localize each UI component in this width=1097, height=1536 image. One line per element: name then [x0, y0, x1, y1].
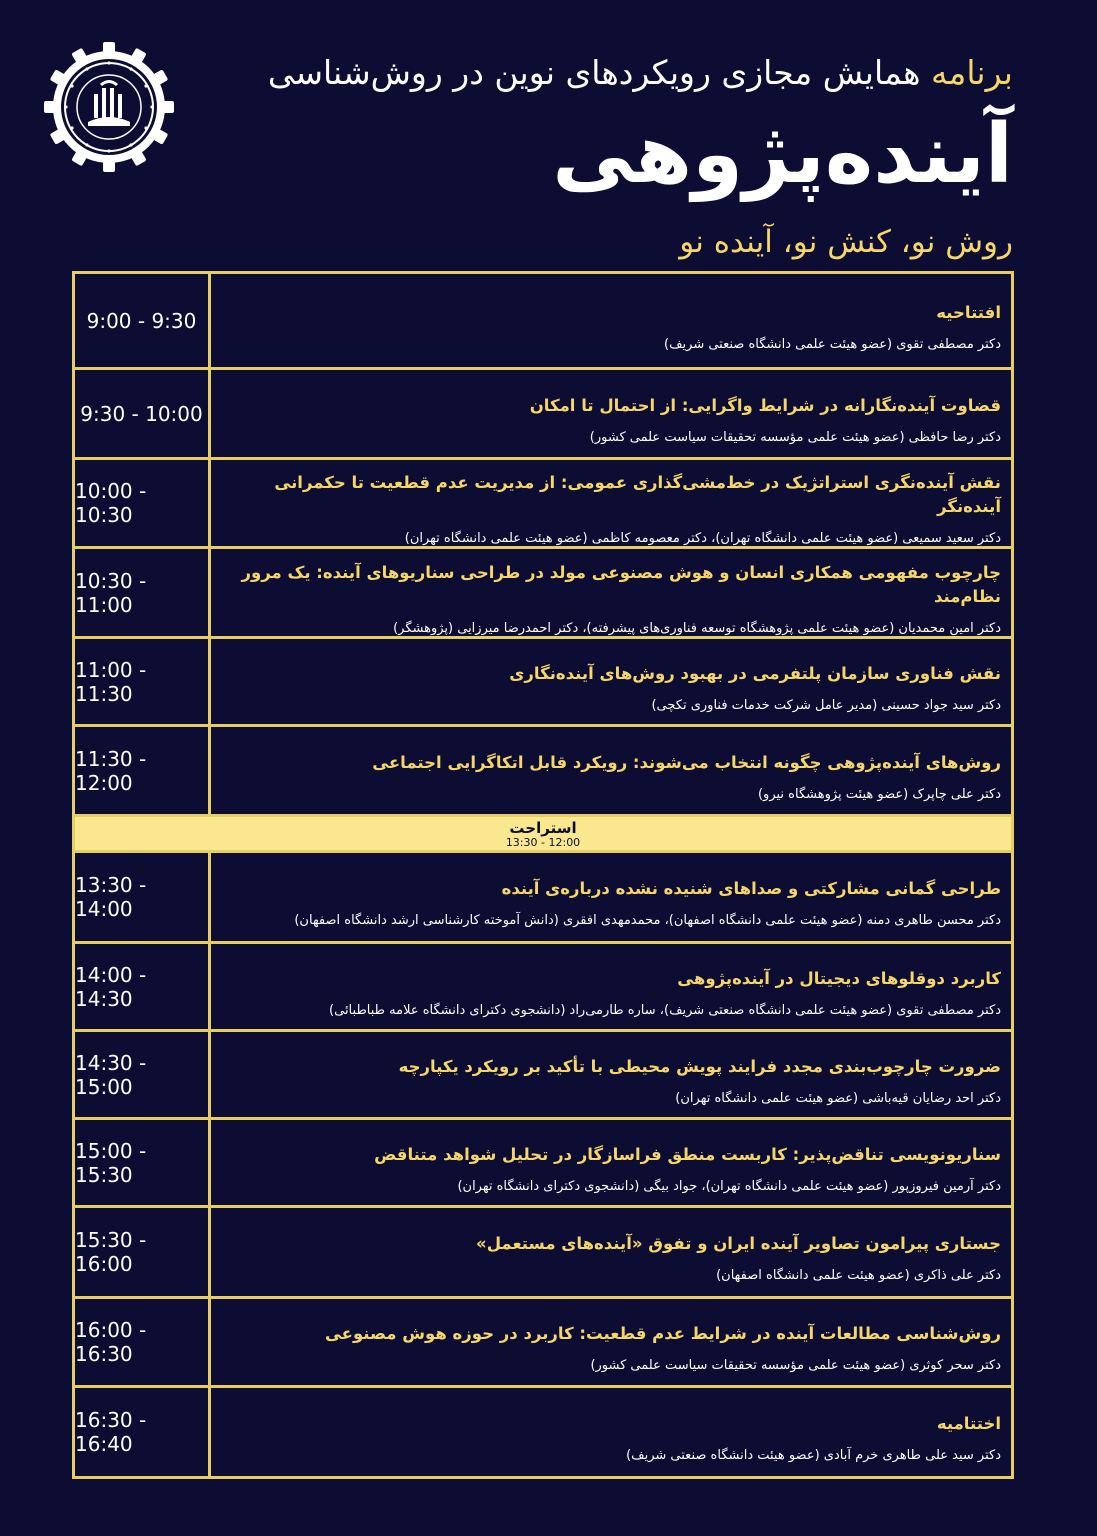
session-content: [208, 370, 1011, 457]
session-content: [208, 639, 1011, 724]
event-name: همایش مجازی رویکردهای نوین در روش‌شناسی: [267, 53, 921, 92]
session-title: نقش فناوری سازمان پلتفرمی در بهبود روش‌های آینده‌نگاری: [509, 663, 1001, 683]
session-speakers: دکتر علی ذاکری (عضو هیئت علمی دانشگاه اصفهان): [716, 1268, 1001, 1283]
session-title: اختتامیه: [936, 1414, 1001, 1433]
session-row: [75, 460, 1011, 549]
session-title: ضرورت چارچوب‌بندی مجدد فرایند پویش محیطی با تأکید بر رویکرد یکپارچه: [398, 1056, 1001, 1076]
main-title: آینده‌پژوهی: [552, 107, 1013, 202]
session-title: جستاری پیرامون تصاویر آینده ایران و تفوق «آینده‌های مستعمل»: [476, 1234, 1001, 1253]
session-time: 16:30 - 16:40: [75, 1408, 147, 1456]
session-content: [208, 274, 1011, 367]
session-time: 11:30 - 12:00: [75, 746, 147, 795]
session-title: قضاوت آینده‌نگارانه در شرایط واگرایی: از احتمال تا امکان: [529, 395, 1001, 415]
session-row: [75, 1120, 1011, 1208]
session-time: 15:00 - 15:30: [75, 1138, 147, 1187]
session-speakers: دکتر رضا حافظی (عضو هیئت علمی مؤسسه تحقیقات سیاست علمی کشور): [589, 429, 1001, 445]
session-title: طراحی گمانی مشارکتی و صداهای شنیده نشده درباره‌ی آینده: [501, 879, 1001, 898]
session-content: [208, 1299, 1011, 1385]
session-content: [208, 853, 1011, 941]
session-row: [75, 1388, 1011, 1476]
session-time: 11:00 - 11:30: [75, 657, 147, 706]
session-row: [75, 727, 1011, 817]
schedule-table: [72, 271, 1014, 1479]
session-row: [75, 853, 1011, 944]
session-speakers: دکتر امین محمدیان (عضو هیئت علمی پژوهشگاه توسعه فناوری‌های پیشرفته)، دکتر احمدرضا میرزایی (پژوهشگر): [393, 620, 1001, 636]
session-content: [208, 944, 1011, 1029]
session-speakers: دکتر سید علی طاهری خرم آبادی (عضو هیئت دانشگاه صنعتی شریف): [626, 1448, 1001, 1463]
session-speakers: دکتر علی چاپرک (عضو هیئت پژوهشگاه نیرو): [757, 786, 1001, 802]
session-content: [208, 1120, 1011, 1205]
session-content: [208, 727, 1011, 814]
session-row: [75, 549, 1011, 639]
session-time: 9:30 - 10:00: [80, 401, 203, 426]
break-title: استراحت: [509, 818, 577, 837]
session-time: 9:00 - 9:30: [86, 308, 197, 333]
session-content: [208, 1208, 1011, 1296]
slogan: روش نو، کنش نو، آینده نو: [679, 224, 1013, 260]
session-row: [75, 639, 1011, 727]
session-speakers: دکتر سحر کوثری (عضو هیئت علمی مؤسسه تحقیقات سیاست علمی کشور): [590, 1358, 1001, 1373]
header: [253, 50, 1013, 262]
session-content: [208, 460, 1011, 546]
session-row: [75, 274, 1011, 370]
session-row: [75, 1032, 1011, 1120]
session-time: 14:30 - 15:00: [75, 1050, 147, 1099]
session-row: [75, 370, 1011, 460]
session-title: روش‌شناسی مطالعات آینده در شرایط عدم قطعیت: کاربرد در حوزه هوش مصنوعی: [324, 1324, 1001, 1343]
session-title: چارچوب مفهومی همکاری انسان و هوش مصنوعی مولد در طراحی سناریوهای آینده: یک مرور نظام‌مند: [241, 562, 1001, 606]
session-title: سناریونویسی تناقض‌پذیر: کاربست منطق فراسازگار در تحلیل شواهد متناقض: [374, 1144, 1001, 1164]
session-speakers: دکتر مصطفی تقوی (عضو هیئت علمی دانشگاه صنعتی شریف): [664, 336, 1001, 352]
break-time: 12:00 - 13:30: [505, 835, 581, 849]
break-row: [75, 817, 1011, 853]
session-time: 13:30 - 14:00: [75, 873, 147, 921]
session-content: [208, 549, 1011, 636]
session-row: [75, 1299, 1011, 1388]
session-time: 14:00 - 14:30: [75, 962, 147, 1011]
session-speakers: دکتر احد رضایان قیه‌باشی (عضو هیئت علمی دانشگاه تهران): [675, 1090, 1001, 1106]
session-time: 16:00 - 16:30: [75, 1318, 147, 1366]
session-title: کاربرد دوقلوهای دیجیتال در آینده‌پژوهی: [677, 968, 1001, 988]
session-row: [75, 944, 1011, 1032]
sharif-university-logo: [44, 42, 174, 172]
session-title: افتتاحیه: [936, 302, 1001, 322]
session-time: 10:00 - 10:30: [75, 479, 147, 527]
event-name-line: [253, 50, 1013, 96]
session-speakers: دکتر مصطفی تقوی (عضو هیئت علمی دانشگاه صنعتی شریف)، ساره طارمی‌راد (دانشجوی دکترای دانشگاه علامه طباطبائی): [329, 1002, 1001, 1018]
session-speakers: دکتر محسن طاهری دمنه (عضو هیئت علمی دانشگاه اصفهان)، محمدمهدی افقری (دانش آموخته کارشناسی ارشد دانشگاه اصفهان): [294, 913, 1001, 928]
session-time: 10:30 - 11:00: [75, 568, 147, 617]
session-title: نقش آینده‌نگری استراتژیک در خط‌مشی‌گذاری عمومی: از مدیریت عدم قطعیت تا حکمرانی آینده‌نگر: [274, 473, 1001, 516]
session-content: [208, 1388, 1011, 1476]
session-speakers: دکتر سید جواد حسینی (مدیر عامل شرکت خدمات فناوری تکچی): [651, 697, 1001, 713]
session-speakers: دکتر آرمین فیروزپور (عضو هیئت علمی دانشگاه تهران)، جواد بیگی (دانشجوی دکترای دانشگاه تهران): [457, 1178, 1001, 1194]
session-speakers: دکتر سعید سمیعی (عضو هیئت علمی دانشگاه تهران)، دکتر معصومه کاظمی (عضو هیئت علمی دانشگاه تهران): [404, 531, 1001, 546]
session-time: 15:30 - 16:00: [75, 1228, 147, 1276]
session-title: روش‌های آینده‌پژوهی چگونه انتخاب می‌شوند: رویکرد قابل اتکاگرایی اجتماعی: [372, 752, 1001, 772]
session-row: [75, 1208, 1011, 1299]
program-label: برنامه: [930, 53, 1013, 92]
session-content: [208, 1032, 1011, 1117]
